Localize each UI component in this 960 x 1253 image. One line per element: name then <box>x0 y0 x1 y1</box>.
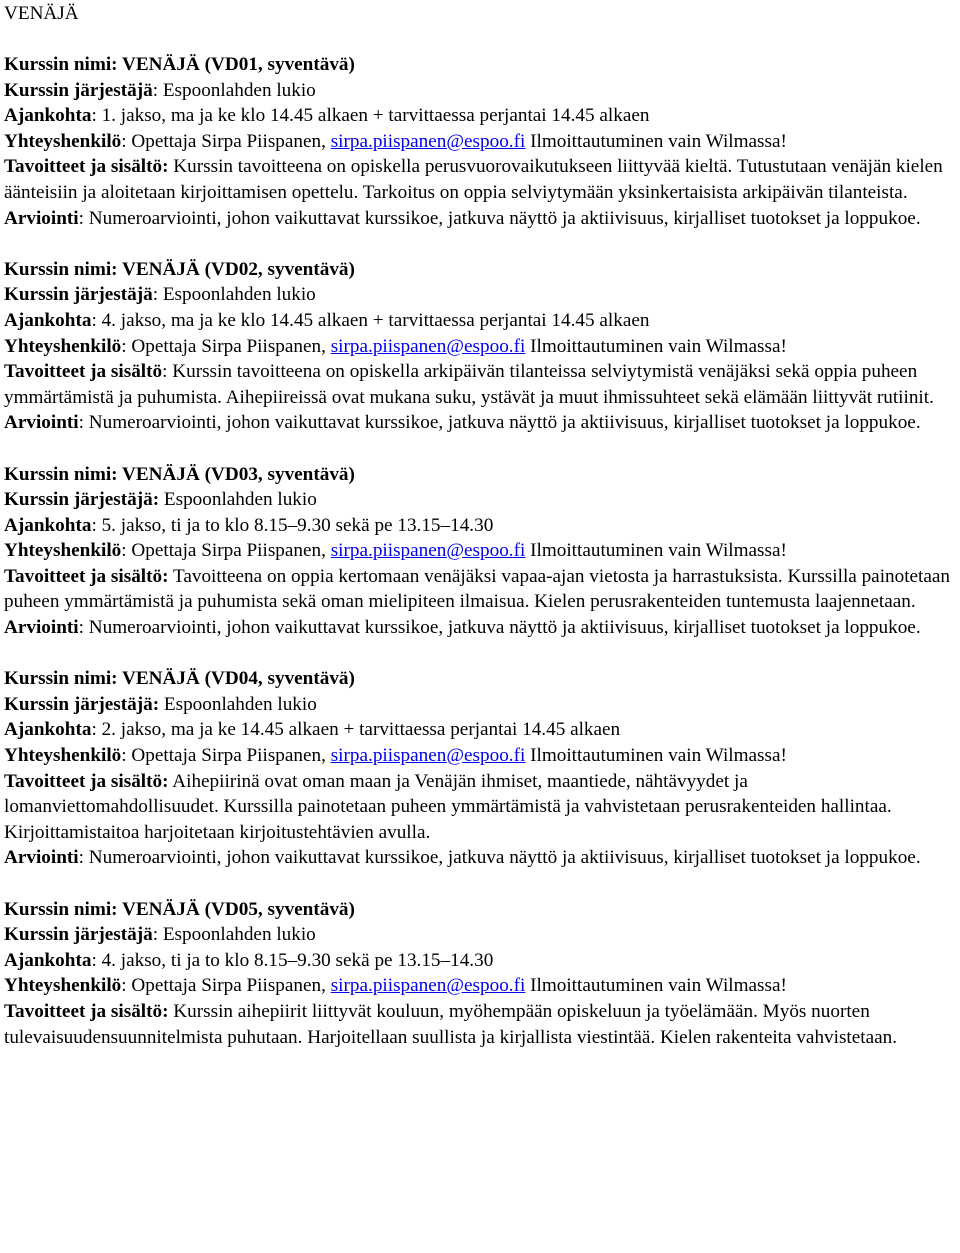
goals-paragraph: Tavoitteet ja sisältö: Kurssin tavoitteena on opiskella arkipäivän tilanteissa selviytymistä venäjäksi sekä oppia puheen ymmärtämistä ja puhumista. Aihepiireissä ovat mukana suku, ystävät ja muut ihmissuhteet sekä elämään liittyvät rutiinit. <box>4 361 934 408</box>
course-name-line <box>4 462 956 488</box>
time-value: 2. jakso, ma ja ke 14.45 alkaen + tarvittaessa perjantai 14.45 alkaen <box>101 719 621 741</box>
signup-note: Ilmoittautuminen vain Wilmassa! <box>530 130 787 152</box>
organizer-value: Espoonlahden lukio <box>163 489 317 511</box>
assessment-label: Arviointi <box>4 617 79 639</box>
time-label: Ajankohta <box>4 514 92 536</box>
assessment-paragraph: Arviointi: Numeroarviointi, johon vaikuttavat kurssikoe, jatkuva näyttö ja aktiivisuus, kirjalliset tuotokset ja loppukoe. <box>4 412 921 434</box>
time-value: 4. jakso, ma ja ke klo 14.45 alkaen + tarvittaessa perjantai 14.45 alkaen <box>101 309 650 331</box>
goals-paragraph: Tavoitteet ja sisältö: Kurssin aihepiirit liittyvät kouluun, myöhempään opiskeluun ja työelämään. Myös nuorten tulevaisuudensuunnitelmista puhutaan. Harjoitellaan suullista ja kirjallista viestintää. Kielen rakenteita vahvistetaan. <box>4 1000 898 1048</box>
course-section <box>4 897 956 1051</box>
organizer-label: Kurssin järjestäjä <box>4 924 153 946</box>
contact-value: Opettaja Sirpa Piispanen, <box>131 130 326 152</box>
contact-label: Yhteyshenkilö <box>4 335 122 357</box>
goals-text: Kurssin tavoitteena on opiskella perusvuorovaikutukseen liittyvää kieltä. Tutustutaan venäjän kielen äänteisiin ja aloitetaan kirjoittamisen opettelu. Tarkoitus on oppia selviytymään yksinkertaisista arkipäivän tilanteista. <box>4 156 943 203</box>
assessment-paragraph: Arviointi: Numeroarviointi, johon vaikuttavat kurssikoe, jatkuva näyttö ja aktiivisuus, kirjalliset tuotokset ja loppukoe. <box>4 207 921 229</box>
assessment-text: Numeroarviointi, johon vaikuttavat kurssikoe, jatkuva näyttö ja aktiivisuus, kirjalliset tuotokset ja loppukoe. <box>88 847 921 869</box>
signup-note: Ilmoittautuminen vain Wilmassa! <box>530 975 787 997</box>
contact-line: Yhteyshenkilö: Opettaja Sirpa Piispanen, sirpa.piispanen@espoo.fi Ilmoittautuminen vain Wilmassa! <box>4 130 787 152</box>
time-line: Ajankohta: 5. jakso, ti ja to klo 8.15–9.30 sekä pe 13.15–14.30 <box>4 514 494 536</box>
contact-label: Yhteyshenkilö <box>4 540 122 562</box>
course-name-label: Kurssin nimi: <box>4 54 118 75</box>
course-name-line <box>4 257 956 283</box>
assessment-label: Arviointi <box>4 207 79 229</box>
organizer-line: Kurssin järjestäjä: Espoonlahden lukio <box>4 284 316 306</box>
time-label: Ajankohta <box>4 719 92 741</box>
assessment-label: Arviointi <box>4 847 79 869</box>
course-section <box>4 666 956 871</box>
goals-paragraph: Tavoitteet ja sisältö: Kurssin tavoitteena on opiskella perusvuorovaikutukseen liittyvää kieltä. Tutustutaan venäjän kielen äänteisiin ja aloitetaan kirjoittamisen opettelu. Tarkoitus on oppia selviytymään yksinkertaisista arkipäivän tilanteista. <box>4 156 943 203</box>
contact-label: Yhteyshenkilö <box>4 975 122 997</box>
time-line: Ajankohta: 1. jakso, ma ja ke klo 14.45 alkaen + tarvittaessa perjantai 14.45 alkaen <box>4 105 650 127</box>
signup-note: Ilmoittautuminen vain Wilmassa! <box>530 335 787 357</box>
organizer-value: Espoonlahden lukio <box>162 924 316 946</box>
assessment-paragraph: Arviointi: Numeroarviointi, johon vaikuttavat kurssikoe, jatkuva näyttö ja aktiivisuus, kirjalliset tuotokset ja loppukoe. <box>4 617 921 639</box>
contact-email-link[interactable]: sirpa.piispanen@espoo.fi <box>330 975 526 997</box>
time-label: Ajankohta <box>4 105 92 127</box>
course-name-line <box>4 52 956 78</box>
goals-text: Tavoitteena on oppia kertomaan venäjäksi vapaa-ajan vietosta ja harrastuksista. Kurssilla painotetaan puheen ymmärtämistä ja puhumista sekä oman mielipiteen ilmaisua. Kielen perusrakenteiden tuntemusta laajennetaan. <box>4 565 951 613</box>
contact-line: Yhteyshenkilö: Opettaja Sirpa Piispanen, sirpa.piispanen@espoo.fi Ilmoittautuminen vain Wilmassa! <box>4 975 787 997</box>
organizer-value: Espoonlahden lukio <box>162 284 316 306</box>
time-value: 5. jakso, ti ja to klo 8.15–9.30 sekä pe 13.15–14.30 <box>101 514 494 536</box>
course-section <box>4 52 956 231</box>
page-title: VENÄJÄ <box>4 3 79 24</box>
contact-line: Yhteyshenkilö: Opettaja Sirpa Piispanen, sirpa.piispanen@espoo.fi Ilmoittautuminen vain Wilmassa! <box>4 745 787 767</box>
goals-label: Tavoitteet ja sisältö <box>4 361 163 383</box>
course-name: VENÄJÄ (VD01, syventävä) <box>122 54 355 75</box>
goals-label: Tavoitteet ja sisältö <box>4 565 163 587</box>
goals-text: Kurssin aihepiirit liittyvät kouluun, myöhempään opiskeluun ja työelämään. Myös nuorten tulevaisuudensuunnitelmista puhutaan. Harjoitellaan suullista ja kirjallista viestintää. Kielen rakenteita vahvistetaan. <box>4 1000 898 1048</box>
assessment-text: Numeroarviointi, johon vaikuttavat kurssikoe, jatkuva näyttö ja aktiivisuus, kirjalliset tuotokset ja loppukoe. <box>88 412 921 434</box>
contact-email-link[interactable]: sirpa.piispanen@espoo.fi <box>330 130 526 152</box>
contact-email-link[interactable]: sirpa.piispanen@espoo.fi <box>330 335 526 357</box>
contact-email-link[interactable]: sirpa.piispanen@espoo.fi <box>330 540 526 562</box>
course-section <box>4 257 956 436</box>
goals-text: Kurssin tavoitteena on opiskella arkipäivän tilanteissa selviytymistä venäjäksi sekä oppia puheen ymmärtämistä ja puhumista. Aihepiireissä ovat mukana suku, ystävät ja muut ihmissuhteet sekä elämään liittyvät rutiinit. <box>4 361 934 408</box>
signup-note: Ilmoittautuminen vain Wilmassa! <box>530 745 787 767</box>
course-name-line <box>4 666 956 692</box>
organizer-label: Kurssin järjestäjä <box>4 489 153 511</box>
organizer-label: Kurssin järjestäjä <box>4 693 153 715</box>
course-name-label: Kurssin nimi: <box>4 258 118 280</box>
organizer-line: Kurssin järjestäjä: Espoonlahden lukio <box>4 489 317 511</box>
course-name-label: Kurssin nimi: <box>4 463 118 485</box>
course-name: VENÄJÄ (VD05, syventävä) <box>122 898 355 920</box>
organizer-line: Kurssin järjestäjä: Espoonlahden lukio <box>4 693 317 715</box>
contact-value: Opettaja Sirpa Piispanen, <box>131 975 326 997</box>
time-label: Ajankohta <box>4 949 92 971</box>
course-name: VENÄJÄ (VD03, syventävä) <box>122 463 355 485</box>
time-value: 4. jakso, ti ja to klo 8.15–9.30 sekä pe 13.15–14.30 <box>101 949 494 971</box>
signup-note: Ilmoittautuminen vain Wilmassa! <box>530 540 787 562</box>
course-name: VENÄJÄ (VD04, syventävä) <box>122 668 355 690</box>
contact-line: Yhteyshenkilö: Opettaja Sirpa Piispanen, sirpa.piispanen@espoo.fi Ilmoittautuminen vain Wilmassa! <box>4 335 787 357</box>
organizer-line: Kurssin järjestäjä: Espoonlahden lukio <box>4 79 316 101</box>
organizer-value: Espoonlahden lukio <box>162 79 316 101</box>
goals-text: Aihepiirinä ovat oman maan ja Venäjän ihmiset, maantiede, nähtävyydet ja lomanviettomahdollisuudet. Kurssilla painotetaan puheen ymmärtämistä ja vahvistetaan perusrakenteiden hallintaa. Kirjoittamistaitoa harjoitetaan kirjoitustehtävien avulla. <box>4 770 892 843</box>
contact-email-link[interactable]: sirpa.piispanen@espoo.fi <box>330 745 526 767</box>
time-line: Ajankohta: 4. jakso, ti ja to klo 8.15–9.30 sekä pe 13.15–14.30 <box>4 949 494 971</box>
organizer-value: Espoonlahden lukio <box>163 693 317 715</box>
goals-label: Tavoitteet ja sisältö <box>4 1000 163 1022</box>
assessment-label: Arviointi <box>4 412 79 434</box>
goals-paragraph: Tavoitteet ja sisältö: Aihepiirinä ovat oman maan ja Venäjän ihmiset, maantiede, nähtävyydet ja lomanviettomahdollisuudet. Kurssilla painotetaan puheen ymmärtämistä ja vahvistetaan perusrakenteiden hallintaa. Kirjoittamistaitoa harjoitetaan kirjoitustehtävien avulla. <box>4 770 892 843</box>
contact-line: Yhteyshenkilö: Opettaja Sirpa Piispanen, sirpa.piispanen@espoo.fi Ilmoittautuminen vain Wilmassa! <box>4 540 787 562</box>
contact-value: Opettaja Sirpa Piispanen, <box>131 540 326 562</box>
time-line: Ajankohta: 4. jakso, ma ja ke klo 14.45 alkaen + tarvittaessa perjantai 14.45 alkaen <box>4 309 650 331</box>
time-label: Ajankohta <box>4 309 92 331</box>
contact-value: Opettaja Sirpa Piispanen, <box>131 745 326 767</box>
goals-label: Tavoitteet ja sisältö <box>4 156 163 178</box>
contact-value: Opettaja Sirpa Piispanen, <box>131 335 326 357</box>
organizer-label: Kurssin järjestäjä <box>4 284 153 306</box>
course-section <box>4 462 956 641</box>
organizer-line: Kurssin järjestäjä: Espoonlahden lukio <box>4 924 316 946</box>
assessment-paragraph: Arviointi: Numeroarviointi, johon vaikuttavat kurssikoe, jatkuva näyttö ja aktiivisuus, kirjalliset tuotokset ja loppukoe. <box>4 847 921 869</box>
goals-label: Tavoitteet ja sisältö <box>4 770 163 792</box>
time-line: Ajankohta: 2. jakso, ma ja ke 14.45 alkaen + tarvittaessa perjantai 14.45 alkaen <box>4 719 621 741</box>
assessment-text: Numeroarviointi, johon vaikuttavat kurssikoe, jatkuva näyttö ja aktiivisuus, kirjalliset tuotokset ja loppukoe. <box>88 207 921 229</box>
time-value: 1. jakso, ma ja ke klo 14.45 alkaen + tarvittaessa perjantai 14.45 alkaen <box>101 105 650 127</box>
contact-label: Yhteyshenkilö <box>4 130 122 152</box>
course-name: VENÄJÄ (VD02, syventävä) <box>122 258 355 280</box>
contact-label: Yhteyshenkilö <box>4 745 122 767</box>
assessment-text: Numeroarviointi, johon vaikuttavat kurssikoe, jatkuva näyttö ja aktiivisuus, kirjalliset tuotokset ja loppukoe. <box>88 617 921 639</box>
course-name-label: Kurssin nimi: <box>4 898 118 920</box>
goals-paragraph: Tavoitteet ja sisältö: Tavoitteena on oppia kertomaan venäjäksi vapaa-ajan vietosta ja harrastuksista. Kurssilla painotetaan puheen ymmärtämistä ja puhumista sekä oman mielipiteen ilmaisua. Kielen perusrakenteiden tuntemusta laajennetaan. <box>4 565 951 613</box>
organizer-label: Kurssin järjestäjä <box>4 79 153 101</box>
course-name-label: Kurssin nimi: <box>4 668 118 690</box>
course-name-line <box>4 897 956 923</box>
